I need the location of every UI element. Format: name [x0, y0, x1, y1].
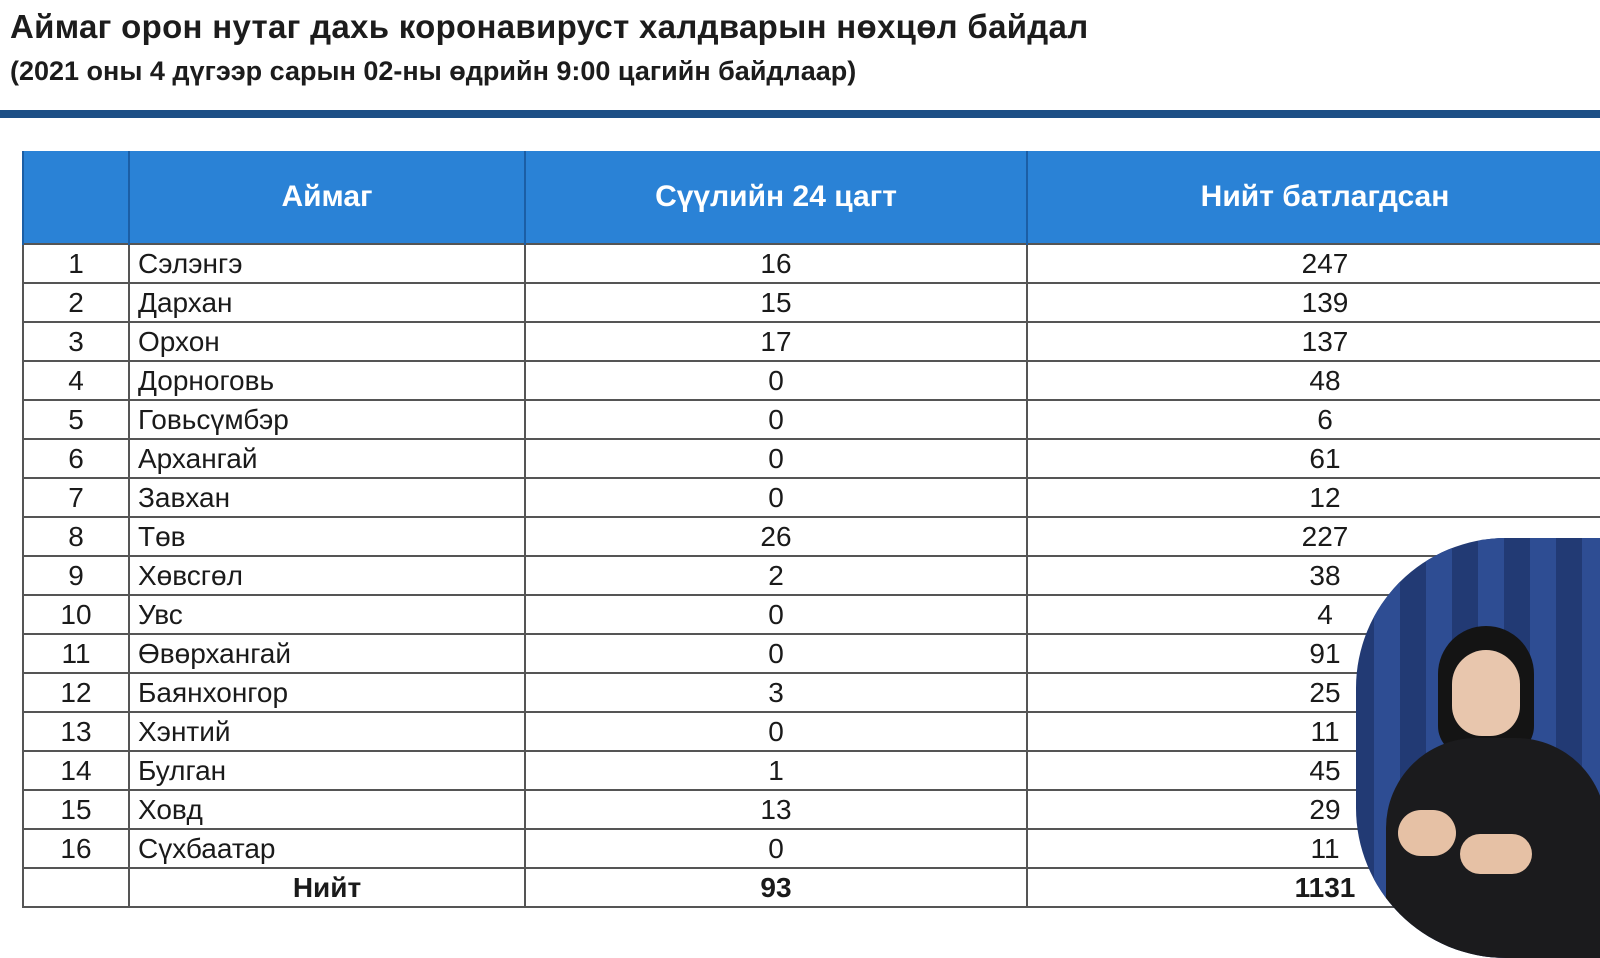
- cell-total-confirmed: 38: [1027, 556, 1600, 595]
- cell-number: 7: [23, 478, 129, 517]
- cell-aimag: Завхан: [129, 478, 525, 517]
- cell-aimag: Архангай: [129, 439, 525, 478]
- cell-number: 3: [23, 322, 129, 361]
- cell-number: 10: [23, 595, 129, 634]
- cell-number: 15: [23, 790, 129, 829]
- table-row: [23, 478, 1600, 517]
- cell-total-confirmed: 61: [1027, 439, 1600, 478]
- cell-last-24h: 0: [525, 439, 1027, 478]
- cell-aimag: Дархан: [129, 283, 525, 322]
- table-row: [23, 283, 1600, 322]
- cell-number: 14: [23, 751, 129, 790]
- cell-aimag: Орхон: [129, 322, 525, 361]
- cell-last-24h: 1: [525, 751, 1027, 790]
- table-row: [23, 244, 1600, 283]
- cell-number: 4: [23, 361, 129, 400]
- page-subtitle: (2021 оны 4 дүгээр сарын 02-ны өдрийн 9:00 цагийн байдлаар): [10, 56, 857, 86]
- cell-last-24h: 0: [525, 829, 1027, 868]
- cell-last-24h: 17: [525, 322, 1027, 361]
- header-divider: [0, 110, 1600, 118]
- table-row: [23, 322, 1600, 361]
- cell-total-confirmed: 91: [1027, 634, 1600, 673]
- cell-number: 11: [23, 634, 129, 673]
- cell-total-confirmed: 6: [1027, 400, 1600, 439]
- total-row: [23, 868, 1600, 907]
- cell-last-24h: 2: [525, 556, 1027, 595]
- cell-last-24h: 0: [525, 400, 1027, 439]
- cell-number: 16: [23, 829, 129, 868]
- cell-aimag: Дорноговь: [129, 361, 525, 400]
- cell-last-24h: 0: [525, 634, 1027, 673]
- cell-total-confirmed: 11: [1027, 829, 1600, 868]
- header-aimag: Аймаг: [129, 151, 525, 244]
- table-row: [23, 439, 1600, 478]
- cell-total-confirmed: 4: [1027, 595, 1600, 634]
- page-title: Аймаг орон нутаг дахь коронавируст халдварын нөхцөл байдал: [10, 8, 1089, 45]
- cell-aimag: Ховд: [129, 790, 525, 829]
- table-row: [23, 400, 1600, 439]
- table-row: [23, 361, 1600, 400]
- cell-last-24h: 13: [525, 790, 1027, 829]
- cell-aimag: Булган: [129, 751, 525, 790]
- cell-total-confirmed: 247: [1027, 244, 1600, 283]
- cell-last-24h: 0: [525, 478, 1027, 517]
- cell-last-24h: 15: [525, 283, 1027, 322]
- cell-aimag: Төв: [129, 517, 525, 556]
- cell-last-24h: 3: [525, 673, 1027, 712]
- table-row: [23, 556, 1600, 595]
- cell-total-confirmed: 11: [1027, 712, 1600, 751]
- total-blank: [23, 868, 129, 907]
- cell-aimag: Увс: [129, 595, 525, 634]
- cell-last-24h: 0: [525, 712, 1027, 751]
- cell-total-confirmed: 12: [1027, 478, 1600, 517]
- cell-aimag: Хөвсгөл: [129, 556, 525, 595]
- cell-total-confirmed: 137: [1027, 322, 1600, 361]
- cell-number: 1: [23, 244, 129, 283]
- cell-aimag: Баянхонгор: [129, 673, 525, 712]
- cell-total-confirmed: 29: [1027, 790, 1600, 829]
- cell-aimag: Говьсүмбэр: [129, 400, 525, 439]
- cell-number: 5: [23, 400, 129, 439]
- cell-number: 6: [23, 439, 129, 478]
- cell-total-confirmed: 25: [1027, 673, 1600, 712]
- cell-total-confirmed: 48: [1027, 361, 1600, 400]
- cell-last-24h: 0: [525, 595, 1027, 634]
- cell-aimag: Сэлэнгэ: [129, 244, 525, 283]
- cell-last-24h: 16: [525, 244, 1027, 283]
- cell-number: 13: [23, 712, 129, 751]
- cell-total-confirmed: 227: [1027, 517, 1600, 556]
- cell-number: 2: [23, 283, 129, 322]
- table-header-row: [23, 151, 1600, 244]
- cell-total-confirmed: 139: [1027, 283, 1600, 322]
- total-label: Нийт: [129, 868, 525, 907]
- cell-number: 12: [23, 673, 129, 712]
- cell-aimag: Өвөрхангай: [129, 634, 525, 673]
- table-row: [23, 595, 1600, 634]
- header-total-confirmed: Нийт батлагдсан: [1027, 151, 1600, 244]
- cell-total-confirmed: 45: [1027, 751, 1600, 790]
- header-number: [23, 151, 129, 244]
- sign-language-interpreter-video: [1356, 538, 1600, 958]
- total-last-24h: 93: [525, 868, 1027, 907]
- header-last-24h: Сүүлийн 24 цагт: [525, 151, 1027, 244]
- cell-last-24h: 0: [525, 361, 1027, 400]
- table-row: [23, 517, 1600, 556]
- cell-last-24h: 26: [525, 517, 1027, 556]
- cell-number: 9: [23, 556, 129, 595]
- total-confirmed: 1131: [1027, 868, 1600, 907]
- cell-aimag: Хэнтий: [129, 712, 525, 751]
- cell-number: 8: [23, 517, 129, 556]
- cell-aimag: Сүхбаатар: [129, 829, 525, 868]
